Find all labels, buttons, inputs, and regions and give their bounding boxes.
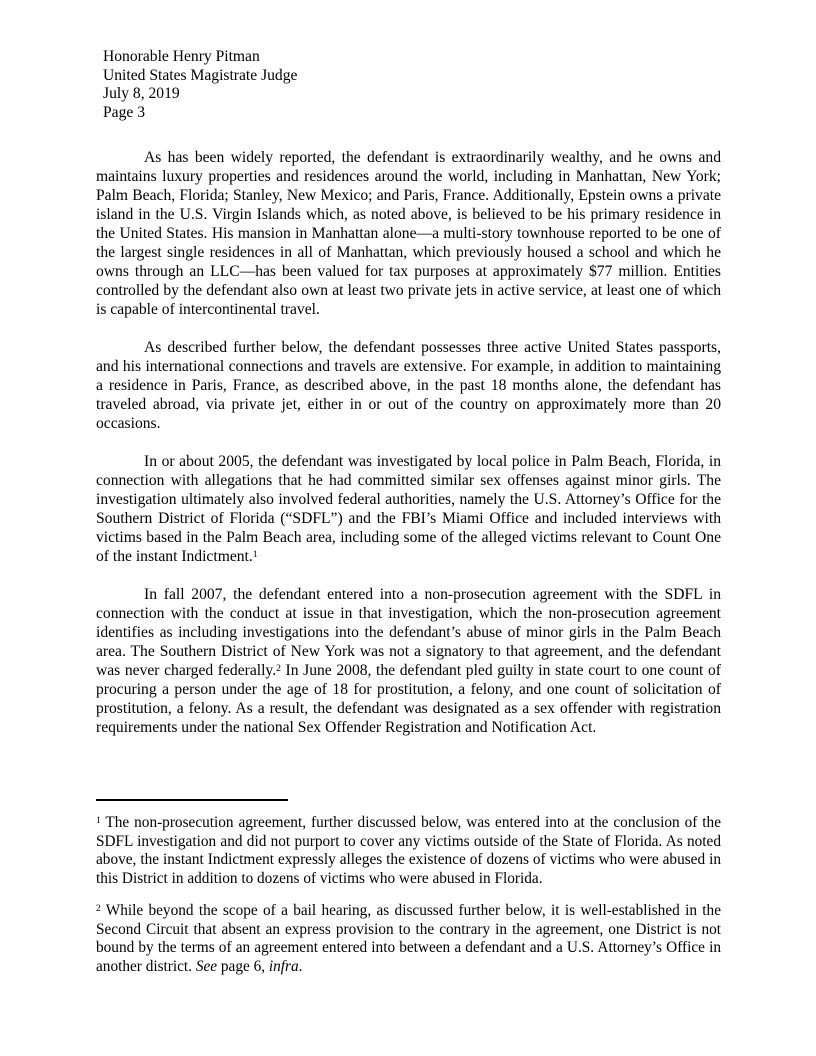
see-citation: See bbox=[195, 957, 218, 975]
letter-header bbox=[103, 48, 721, 122]
paragraph-text: In fall 2007, the defendant entered into a non-prosecution agreement with the SDFL in connection with the conduct at issue in that investigation, which the non-prosecution agreement identifies as including investigations into the defendant’s abuse of minor girls in the Palm Beach area. The Southern District of New York was not a signatory to that agreement, and the defendant was never charged federally. bbox=[96, 586, 721, 679]
footnote-2-marker: 2 bbox=[96, 903, 101, 914]
paragraph-npa-guilty-plea bbox=[96, 585, 721, 737]
header-recipient-title: United States Magistrate Judge bbox=[103, 66, 298, 84]
header-date: July 8, 2019 bbox=[103, 85, 180, 102]
footnote-ref-1: 1 bbox=[252, 548, 258, 560]
footnote-1 bbox=[96, 814, 721, 888]
footnote-1-marker: 1 bbox=[96, 815, 101, 826]
infra-citation: infra bbox=[268, 957, 299, 975]
paragraph-2005-investigation bbox=[96, 452, 721, 566]
header-recipient-name: Honorable Henry Pitman bbox=[103, 48, 260, 65]
footnote-2-text: While beyond the scope of a bail hearing, as discussed further below, it is well-established in the Second Circuit that absent an express provision to the contrary in the agreement, one District is not bound by the terms of an agreement entered into between a defendant and a U.S. Attorney’s Office in another district. bbox=[96, 902, 721, 975]
footnote-2 bbox=[96, 902, 721, 976]
footnote-ref-2: 2 bbox=[276, 662, 281, 674]
paragraph-wealth-properties bbox=[96, 148, 721, 319]
footnote-2-end: . bbox=[298, 957, 303, 975]
paragraph-text: As described further below, the defendant possesses three active United States passports, and his international connections and travels are extensive. For example, in addition to maintaining a residence in Paris, France, as described above, in the past 18 months alone, the defendant has traveled abroad, via private jet, either in or out of the country on approximately more than 20 occasions. bbox=[96, 339, 721, 432]
paragraph-text: As has been widely reported, the defendant is extraordinarily wealthy, and he owns and maintains luxury properties and residences around the world, including in Manhattan, New York; Palm Beach, Florida; Stanley, New Mexico; and Paris, France. Additionally, Epstein owns a private island in the U.S. Virgin Islands which, as noted above, is believed to be his primary residence in the United States. His mansion in Manhattan alone—a multi-story townhouse reported to be one of the largest single residences in all of Manhattan, which previously housed a school and which he owns through an LLC—has been valued for tax purposes at approximately $77 million. Entities controlled by the defendant also own at least two private jets in active service, at least one of which is capable of intercontinental travel. bbox=[96, 149, 721, 318]
paragraph-passports-travel bbox=[96, 338, 721, 433]
footnote-separator bbox=[96, 799, 288, 801]
paragraph-text: In June 2008, the defendant pled guilty in state court to one count of procuring a person under the age of 18 for prostitution, a felony, and one count of solicitation of prostitution, a felony. As a result, the defendant was designated as a sex offender with registration requirements under the national Sex Offender Registration and Notification Act. bbox=[96, 662, 721, 736]
footnote-1-text: The non-prosecution agreement, further discussed below, was entered into at the conclusion of the SDFL investigation and did not purport to cover any victims outside of the State of Florida. As noted above, the instant Indictment expressly alleges the existence of dozens of victims who were abused in this District in addition to dozens of victims who were abused in Florida. bbox=[96, 814, 721, 887]
footnote-2-citation-text: page 6, bbox=[217, 957, 269, 975]
header-page-number: Page 3 bbox=[103, 103, 146, 121]
paragraph-text: In or about 2005, the defendant was investigated by local police in Palm Beach, Florida, in connection with allegations that he had committed similar sex offenses against minor girls. The investigation ultimately also involved federal authorities, namely the U.S. Attorney’s Office for the Southern District of Florida (“SDFL”) and the FBI’s Miami Office and included interviews with victims based in the Palm Beach area, including some of the alleged victims relevant to Count One of the instant Indictment. bbox=[96, 453, 721, 565]
letter-body bbox=[96, 148, 721, 737]
footnotes-section bbox=[96, 799, 721, 990]
